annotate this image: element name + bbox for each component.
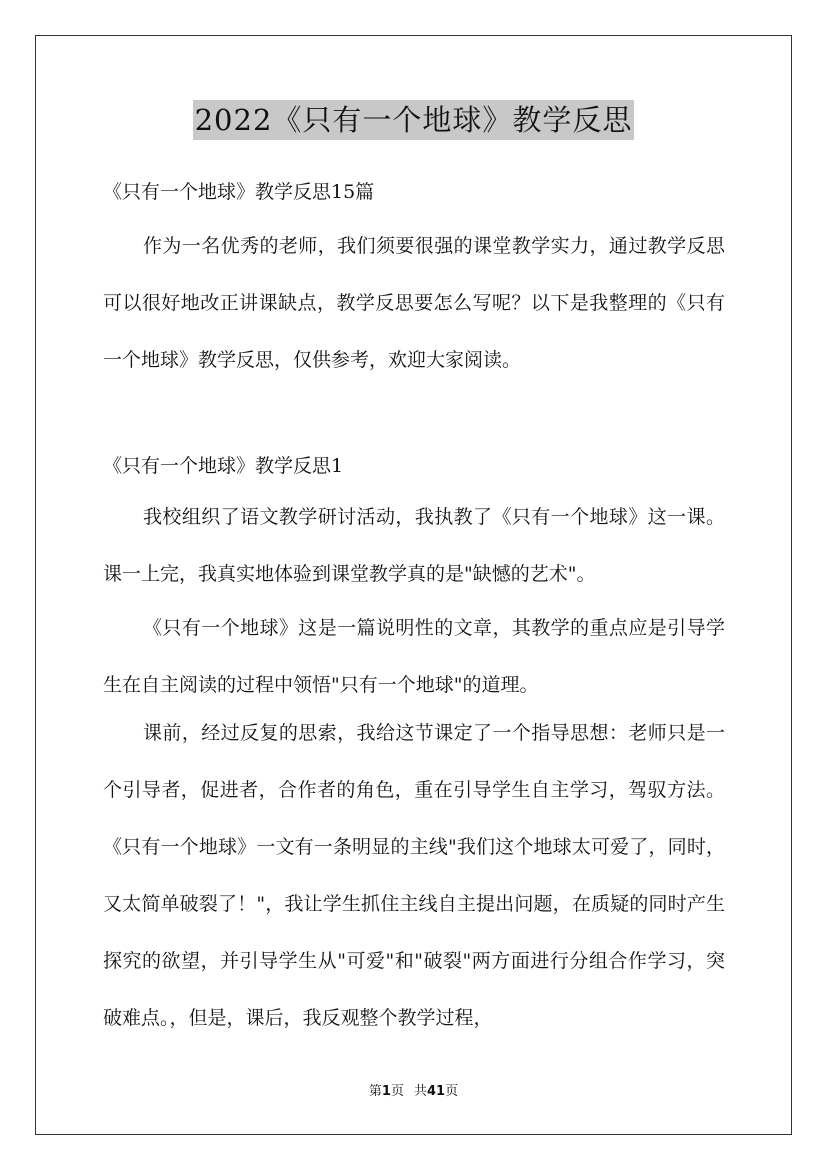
body-paragraph: 课前，经过反复的思索，我给这节课定了一个指导思想：老师只是一个引导者，促进者，合作者的角色，重在引导学生自主学习，驾驭方法。《只有一个地球》一文有一条明显的主线"我们这个地球太可爱了，同时，又太简单破裂了！"，我让学生抓住主线自主提出问题，在质疑的同时产生探究的欲望，并引导学生从"可爱"和"破裂"两方面进行分组合作学习，突破难点。，但是，课后，我反观整个教学过程， — [103, 722, 725, 1029]
collection-heading: 《只有一个地球》教学反思15篇 — [103, 181, 375, 203]
section-heading: 《只有一个地球》教学反思1 — [103, 455, 344, 477]
footer-page-suffix: 页 — [390, 1084, 404, 1099]
title-wrapper — [0, 100, 827, 140]
footer-total-pages: 41 — [426, 1084, 446, 1099]
page-footer — [0, 1084, 827, 1100]
body-paragraph: 我校组织了语文教学研讨活动，我执教了《只有一个地球》这一课。课一上完，我真实地体验到课堂教学真的是"缺憾的艺术"。 — [103, 506, 725, 585]
footer-page-number: 1 — [381, 1084, 391, 1099]
footer-page-prefix: 第 — [368, 1084, 382, 1099]
footer-total-prefix: 共 — [413, 1084, 427, 1099]
body-paragraph: 《只有一个地球》这是一篇说明性的文章，其教学的重点应是引导学生在自主阅读的过程中领悟"只有一个地球"的道理。 — [103, 617, 725, 696]
intro-paragraph: 作为一名优秀的老师，我们须要很强的课堂教学实力，通过教学反思可以很好地改正讲课缺点，教学反思要怎么写呢？以下是我整理的《只有一个地球》教学反思，仅供参考，欢迎大家阅读。 — [103, 235, 725, 371]
document-title: 2022《只有一个地球》教学反思 — [193, 100, 635, 140]
footer-total-suffix: 页 — [445, 1084, 459, 1099]
